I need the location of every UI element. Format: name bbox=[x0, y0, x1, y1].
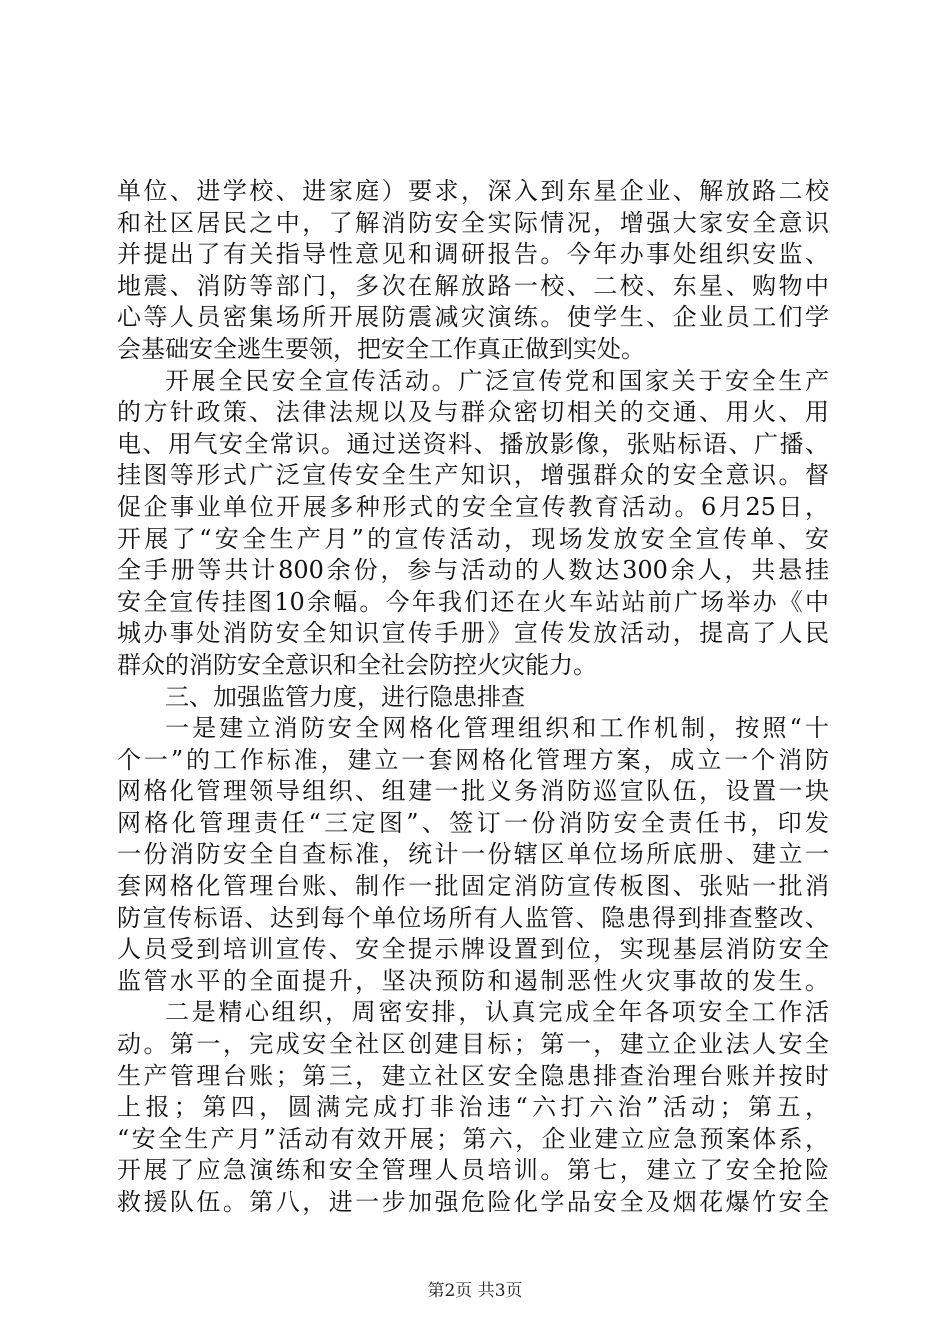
text-line: 开展了应急演练和安全管理人员培训。第七，建立了安全抢险 bbox=[117, 1156, 829, 1185]
text-line: 心等人员密集场所开展防震减灾演练。使学生、企业员工们学 bbox=[117, 303, 829, 332]
text-line: 套网格化管理台账、制作一批固定消防宣传板图、张贴一批消 bbox=[117, 872, 829, 901]
text-line: “安全生产月”活动有效开展；第六，企业建立应急预案体系， bbox=[117, 1124, 829, 1153]
document-body bbox=[117, 176, 829, 1219]
text-line: 的方针政策、法律法规以及与群众密切相关的交通、用火、用 bbox=[117, 398, 829, 427]
text-line: 开展全民安全宣传活动。广泛宣传党和国家关于安全生产 bbox=[165, 366, 829, 395]
text-line: 个一”的工作标准，建立一套网格化管理方案，成立一个消防 bbox=[117, 745, 829, 774]
text-line: 救援队伍。第八，进一步加强危险化学品安全及烟花爆竹安全 bbox=[117, 1188, 829, 1216]
text-line: 开展了“安全生产月”的宣传活动，现场发放安全宣传单、安 bbox=[117, 524, 829, 553]
page-number-footer: 第2页 共3页 bbox=[427, 1281, 523, 1301]
text-line: 生产管理台账；第三，建立社区安全隐患排查治理台账并按时 bbox=[117, 1061, 829, 1090]
text-line: 促企事业单位开展多种形式的安全宣传教育活动。6月25日， bbox=[117, 492, 829, 521]
text-line: 全手册等共计800余份，参与活动的人数达300余人，共悬挂 bbox=[117, 556, 829, 585]
text-line: 监管水平的全面提升，坚决预防和遏制恶性火灾事故的发生。 bbox=[117, 966, 829, 995]
text-line: 一份消防安全自查标准，统计一份辖区单位场所底册、建立一 bbox=[117, 840, 829, 869]
text-line: 安全宣传挂图10余幅。今年我们还在火车站站前广场举办《中 bbox=[117, 587, 829, 616]
text-line: 电、用气安全常识。通过送资料、播放影像，张贴标语、广播、 bbox=[117, 429, 829, 458]
text-line: 和社区居民之中，了解消防安全实际情况，增强大家安全意识 bbox=[117, 208, 829, 237]
text-line: 动。第一，完成安全社区创建目标；第一，建立企业法人安全 bbox=[117, 1030, 829, 1059]
text-line: 会基础安全逃生要领，把安全工作真正做到实处。 bbox=[117, 334, 645, 363]
text-line: 网格化管理领导组织、组建一批义务消防巡宣队伍，设置一块 bbox=[117, 777, 829, 806]
text-line: 并提出了有关指导性意见和调研报告。今年办事处组织安监、 bbox=[117, 240, 829, 269]
text-line: 群众的消防安全意识和全社会防控火灾能力。 bbox=[117, 650, 597, 679]
text-line: 防宣传标语、达到每个单位场所有人监管、隐患得到排查整改、 bbox=[117, 903, 829, 932]
text-line: 人员受到培训宣传、安全提示牌设置到位，实现基层消防安全 bbox=[117, 935, 829, 964]
text-line: 地震、消防等部门，多次在解放路一校、二校、东星、购物中 bbox=[117, 271, 829, 300]
text-line: 上报；第四，圆满完成打非治违“六打六治”活动；第五， bbox=[117, 1093, 829, 1122]
text-line: 单位、进学校、进家庭）要求，深入到东星企业、解放路二校 bbox=[117, 177, 829, 205]
text-line: 一是建立消防安全网格化管理组织和工作机制，按照“十 bbox=[165, 714, 829, 743]
text-line: 挂图等形式广泛宣传安全生产知识，增强群众的安全意识。督 bbox=[117, 461, 829, 490]
text-line: 二是精心组织，周密安排，认真完成全年各项安全工作活 bbox=[165, 998, 829, 1027]
text-line: 城办事处消防安全知识宣传手册》宣传发放活动，提高了人民 bbox=[117, 619, 829, 648]
section-heading: 三、加强监管力度，进行隐患排查 bbox=[165, 682, 525, 711]
text-line: 网格化管理责任“三定图”、签订一份消防安全责任书，印发 bbox=[117, 808, 829, 837]
